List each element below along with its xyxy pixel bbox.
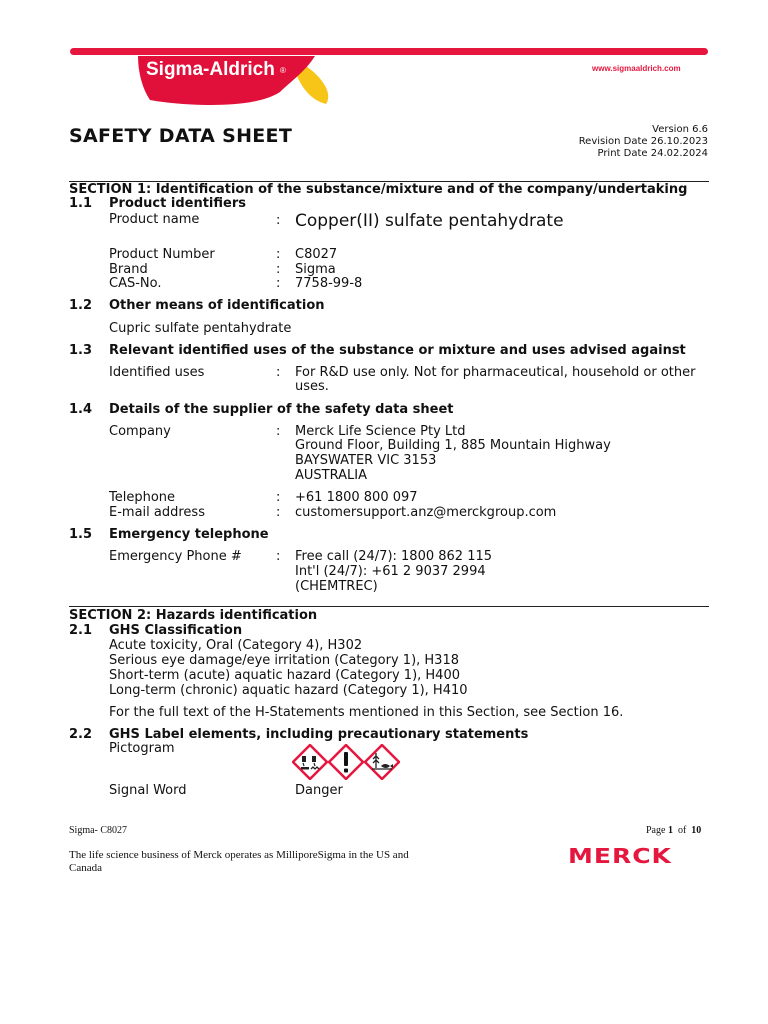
version: Version 6.6: [652, 124, 708, 135]
footer-page-indicator: [646, 825, 701, 836]
website-link[interactable]: www.sigmaaldrich.com: [592, 64, 681, 73]
cas-label: CAS-No.: [109, 276, 162, 291]
s12-num: 1.2: [69, 298, 93, 313]
print-date: Print Date 24.02.2024: [597, 148, 708, 159]
email-sep: :: [276, 505, 281, 520]
telephone-sep: :: [276, 490, 281, 505]
s11-num: 1.1: [69, 196, 93, 211]
emergency-line-1: Free call (24/7): 1800 862 115: [295, 549, 493, 564]
brand-value: Sigma: [295, 262, 336, 277]
version-info: [520, 124, 708, 160]
product-name-sep: :: [276, 213, 281, 228]
identified-uses-sep: :: [276, 365, 281, 380]
product-number-label: Product Number: [109, 247, 215, 262]
s15-num: 1.5: [69, 527, 93, 542]
emergency-line-2: Int'l (24/7): +61 2 9037 2994: [295, 564, 486, 579]
page-number: 1: [667, 825, 673, 836]
ghs-item: Acute toxicity, Oral (Category 4), H302: [109, 638, 363, 653]
disclaimer-line-2: Canada: [69, 862, 102, 874]
s13-num: 1.3: [69, 343, 93, 358]
signal-word-value: Danger: [295, 783, 343, 798]
company-label: Company: [109, 424, 171, 439]
ghs-item: Serious eye damage/eye irritation (Category 1), H318: [109, 653, 459, 668]
identified-uses-label: Identified uses: [109, 365, 205, 380]
footer-product-ref: Sigma- C8027: [69, 825, 128, 836]
s22-num: 2.2: [69, 727, 93, 742]
company-line-1: Merck Life Science Pty Ltd: [295, 424, 466, 439]
brand-sep: :: [276, 262, 281, 277]
s12-title: Other means of identification: [109, 298, 325, 313]
merck-logo: MERCK: [568, 844, 672, 868]
exclamation-mark-icon: [328, 744, 364, 780]
cas-value: 7758-99-8: [295, 276, 363, 291]
page-of: of: [677, 825, 687, 836]
corrosion-icon: [292, 744, 328, 780]
h-statements-note: For the full text of the H-Statements mentioned in this Section, see Section 16.: [109, 705, 624, 720]
product-name-value: Copper(II) sulfate pentahydrate: [295, 211, 564, 231]
s14-title: Details of the supplier of the safety data sheet: [109, 402, 454, 417]
disclaimer-line-1: The life science business of Merck operates as MilliporeSigma in the US and: [69, 849, 409, 861]
s14-num: 1.4: [69, 402, 93, 417]
email-link[interactable]: customersupport.anz@merckgroup.com: [295, 505, 557, 520]
company-line-4: AUSTRALIA: [295, 468, 367, 483]
pictogram-label: Pictogram: [109, 741, 175, 756]
sigma-aldrich-logo: [130, 52, 340, 108]
s15-title: Emergency telephone: [109, 527, 269, 542]
environment-icon: [364, 744, 400, 780]
company-line-2: Ground Floor, Building 1, 885 Mountain Highway: [295, 438, 611, 453]
emergency-phone-sep: :: [276, 549, 281, 564]
telephone-value: +61 1800 800 097: [295, 490, 418, 505]
emergency-line-3: (CHEMTREC): [295, 579, 378, 594]
product-name-label: Product name: [109, 212, 200, 227]
brand-label: Brand: [109, 262, 148, 277]
product-number-sep: :: [276, 247, 281, 262]
page-title: SAFETY DATA SHEET: [69, 125, 293, 147]
s13-title: Relevant identified uses of the substance or mixture and uses advised against: [109, 343, 686, 358]
identified-uses-line2: uses.: [295, 379, 329, 394]
company-sep: :: [276, 424, 281, 439]
s22-title: GHS Label elements, including precautionary statements: [109, 727, 529, 742]
logo-reg-mark: ®: [280, 66, 286, 75]
emergency-phone-label: Emergency Phone #: [109, 549, 242, 564]
s21-num: 2.1: [69, 623, 93, 638]
ghs-item: Long-term (chronic) aquatic hazard (Category 1), H410: [109, 683, 468, 698]
section1-title: SECTION 1: Identification of the substance/mixture and of the company/undertaking: [69, 182, 688, 197]
product-number-value: C8027: [295, 247, 338, 262]
page-total: 10: [691, 825, 702, 836]
ghs-item: Short-term (acute) aquatic hazard (Category 1), H400: [109, 668, 460, 683]
s21-title: GHS Classification: [109, 623, 243, 638]
cas-sep: :: [276, 276, 281, 291]
logo-text: Sigma-Aldrich: [146, 59, 275, 80]
s11-title: Product identifiers: [109, 196, 246, 211]
section2-divider: [69, 606, 709, 607]
company-line-3: BAYSWATER VIC 3153: [295, 453, 437, 468]
page-label: Page: [646, 825, 666, 836]
s12-text: Cupric sulfate pentahydrate: [109, 321, 292, 336]
footer-disclaimer: [69, 849, 409, 875]
email-label: E-mail address: [109, 505, 205, 520]
telephone-label: Telephone: [109, 490, 176, 505]
signal-word-label: Signal Word: [109, 783, 187, 798]
identified-uses-line1: For R&D use only. Not for pharmaceutical, household or other: [295, 365, 696, 380]
revision-date: Revision Date 26.10.2023: [578, 136, 708, 147]
section2-title: SECTION 2: Hazards identification: [69, 608, 318, 623]
